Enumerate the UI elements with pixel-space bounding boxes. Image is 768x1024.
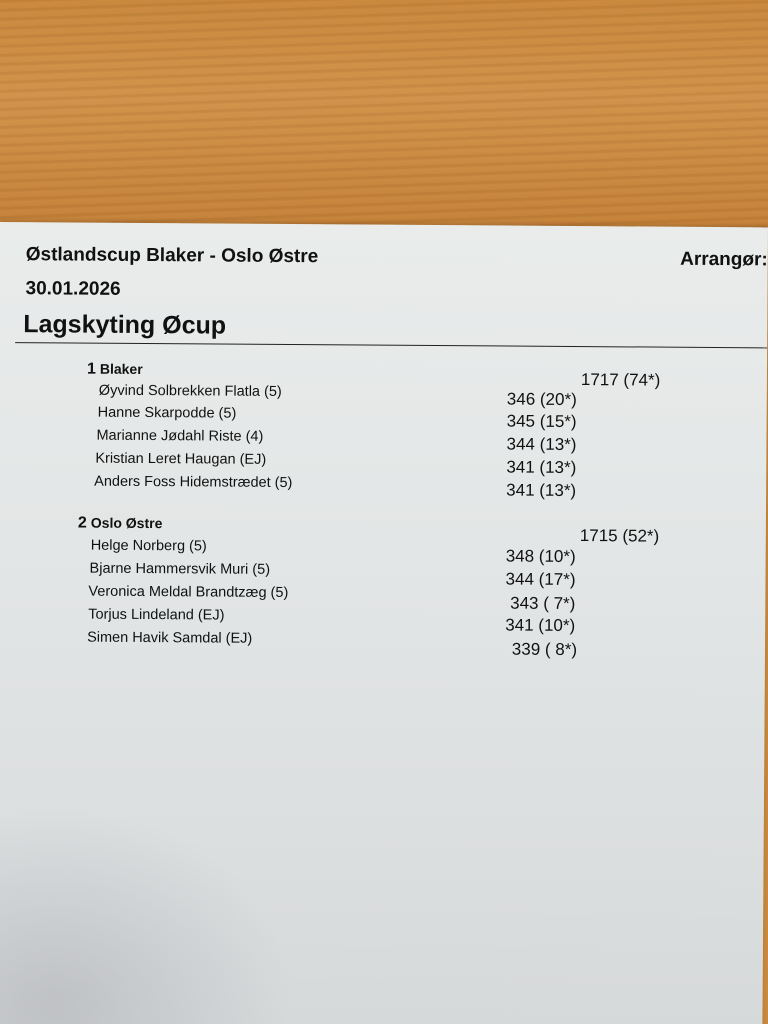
shooter-score: 348 (10*)	[505, 546, 576, 567]
paper-shadow	[0, 804, 296, 1024]
team-total: 1715 (52*)	[579, 526, 660, 546]
shooter-score: 344 (17*)	[505, 569, 576, 590]
shooter-name: Veronica Meldal Brandtzæg (5)	[88, 583, 289, 602]
section-title: Lagskyting Øcup	[23, 310, 227, 340]
printed-sheet	[0, 222, 768, 1024]
table-surface	[0, 0, 768, 240]
shooter-name: Torjus Lindeland (EJ)	[88, 606, 225, 624]
shooter-score: 344 (13*)	[506, 434, 577, 455]
shooter-score: 346 (20*)	[506, 389, 577, 410]
shooter-name: Kristian Leret Haugan (EJ)	[95, 450, 267, 468]
shooter-row	[0, 473, 766, 500]
team-name: Blaker	[99, 360, 143, 377]
shooter-score: 341 (10*)	[505, 615, 576, 636]
shooter-score: 339 ( 8*)	[511, 639, 578, 660]
team-block	[0, 514, 766, 660]
shooter-score: 345 (15*)	[506, 411, 577, 432]
shooter-name: Simen Havik Samdal (EJ)	[87, 629, 253, 647]
shooter-name: Helge Norberg (5)	[90, 537, 207, 555]
team-block	[0, 360, 767, 501]
shooter-score: 343 ( 7*)	[510, 593, 576, 614]
team-name: Oslo Østre	[90, 514, 163, 532]
team-heading	[87, 361, 143, 379]
shooter-name: Bjarne Hammersvik Muri (5)	[89, 560, 271, 578]
shooter-score: 341 (13*)	[506, 480, 577, 501]
team-total: 1717 (74*)	[580, 370, 661, 390]
shooter-score: 341 (13*)	[506, 457, 577, 478]
shooter-row	[0, 629, 765, 660]
title-divider	[15, 342, 767, 348]
shooter-name: Marianne Jødahl Riste (4)	[96, 427, 264, 445]
organizer-label: Arrangør:	[680, 248, 768, 271]
team-heading	[78, 515, 163, 534]
team-rank: 1	[86, 360, 96, 378]
shooter-name: Hanne Skarpodde (5)	[97, 404, 237, 422]
event-date: 30.01.2026	[25, 278, 121, 300]
team-rank: 2	[77, 514, 87, 532]
event-title: Østlandscup Blaker - Oslo Østre	[25, 244, 319, 268]
shooter-name: Øyvind Solbrekken Flatla (5)	[98, 382, 282, 400]
shooter-name: Anders Foss Hidemstrædet (5)	[94, 473, 293, 492]
